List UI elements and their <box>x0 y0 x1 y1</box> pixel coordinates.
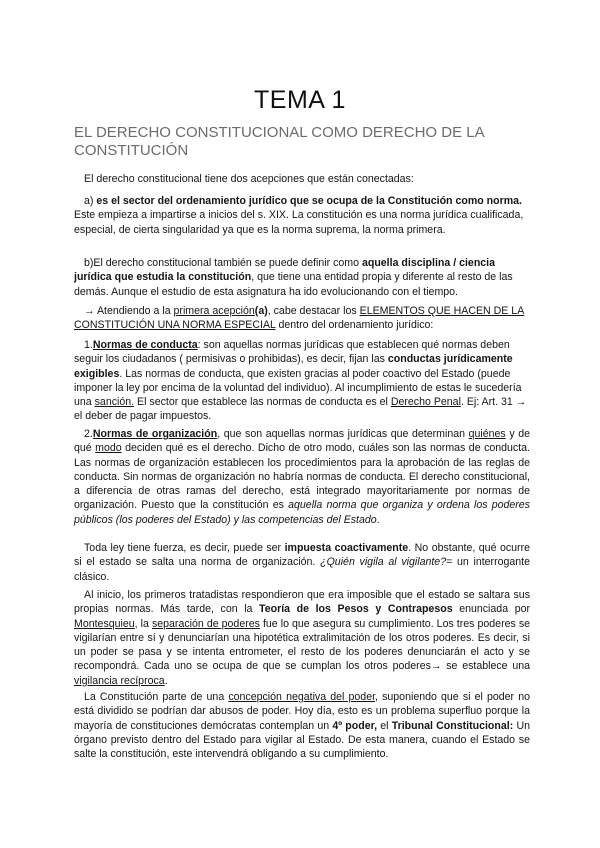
paragraph-acepcion-b: b)El derecho constitucional también se puede definir como aquella disciplina / ciencia jurídica que estudia la constitución, que tiene una entidad propia y diferente al resto de las demás. Aunque el estudio de esta asignatura ha ido evolucionando con el tiempo. <box>74 257 513 298</box>
paragraph-tribunal-constitucional: La Constitución parte de una concepción negativa del poder, suponiendo que si el poder no está dividido se podrían dar abusos de poder. Hoy día, esto es un problema superfluo porque la mayoría de constituciones demócratas contemplan un 4º poder, el Tribunal Constitucional: Un órgano previsto dentro del Estado para vigilar al Estado. De esta manera, cuando el Estado se salte la constitución, este intervendrá obligando a su cumplimiento. <box>74 691 530 761</box>
arrow-glyph: → <box>84 305 95 317</box>
paragraph-intro <box>74 172 530 186</box>
section-subtitle: EL DERECHO CONSTITUCIONAL COMO DERECHO DE LA CONSTITUCIÓN <box>74 124 484 159</box>
normas-organizacion-heading: Normas de organización <box>92 428 218 440</box>
paragraph-normas-organizacion: 2.Normas de organización, que son aquellas normas jurídicas que determinan quiénes y de qué modo deciden qué es el derecho. Dicho de otro modo, cuáles son las normas de conducta. Las normas de organización establecen los procedimientos para la aprobación de las reglas de conducta. Sin normas de organización no habría normas de conducta. El derecho constitucional, a diferencia de otras ramas del derecho, está integrado mayoritariamente por normas de organización. Puesto que la constitución es aquella norma que organiza y ordena los poderes públicos (los poderes del Estado) y las competencias del Estado. <box>74 428 531 526</box>
acepcion-a-definition: es el sector del ordenamiento jurídico que se ocupa de la Constitución como norma. <box>96 195 522 207</box>
paragraph-pesos-contrapesos: Al inicio, los primeros tratadistas respondieron que era imposible que el estado se saltara sus propias normas. Más tarde, con la Teoría de los Pesos y Contrapesos enunciada por Montesquieu, la separación de poderes fue lo que asegura su cumplimiento. Los tres poderes se vigilarían entre sí y denunciarían una hipotética extralimitación de los otros poderes. Es decir, si un poder se pasa y se intenta entrometer, el resto de los poderes denunciarán el acto y se recompondrá. Cada uno se ocupa de que se cumplan los otros poderes→ se establece una vigilancia recíproca. <box>74 589 531 687</box>
paragraph-normas-conducta: 1.Normas de conducta: son aquellas normas jurídicas que establecen qué normas deben seguir los ciudadanos ( permisivas o prohibidas), es decir, fijan las conductas jurídicamente exigibles. Las normas de conducta, que existen gracias al poder coactivo del Estado (puede imponer la ley por encima de la voluntad del individuo). Al incumplimiento de estas le sucedería una sanción. El sector que establece las normas de conducta es el Derecho Penal. Ej: Art. 31 → el deber de pagar impuestos. <box>74 339 527 423</box>
paragraph-elementos: → Atendiendo a la primera acepción(a), cabe destacar los ELEMENTOS QUE HACEN DE LA CONSTITUCIÓN UNA NORMA ESPECIAL dentro del ordenamiento jurídico: <box>74 305 525 332</box>
acepcion-b-definition: aquella disciplina / ciencia jurídica que estudia la constitución <box>74 257 496 284</box>
page-title: TEMA 1 <box>254 86 346 114</box>
intro-text: El derecho constitucional tiene dos acepciones que están conectadas: <box>84 173 414 185</box>
normas-conducta-heading: Normas de conducta <box>92 339 198 351</box>
elementos-heading: ELEMENTOS QUE HACEN DE LA CONSTITUCIÓN UNA NORMA ESPECIAL <box>74 305 525 332</box>
paragraph-fuerza-ley: Toda ley tiene fuerza, es decir, puede ser impuesta coactivamente. No obstante, qué ocurre si el estado se salta una norma de organización. ¿Quién vigila al vigilante?= un interrogante clásico. <box>74 542 531 583</box>
paragraph-acepcion-a: a) es el sector del ordenamiento jurídico que se ocupa de la Constitución como norma. Este empieza a impartirse a inicios del s. XIX. La constitución es una norma jurídica cualificada, especial, de cierta singularidad ya que es la norma suprema, la norma primera. <box>74 195 524 236</box>
